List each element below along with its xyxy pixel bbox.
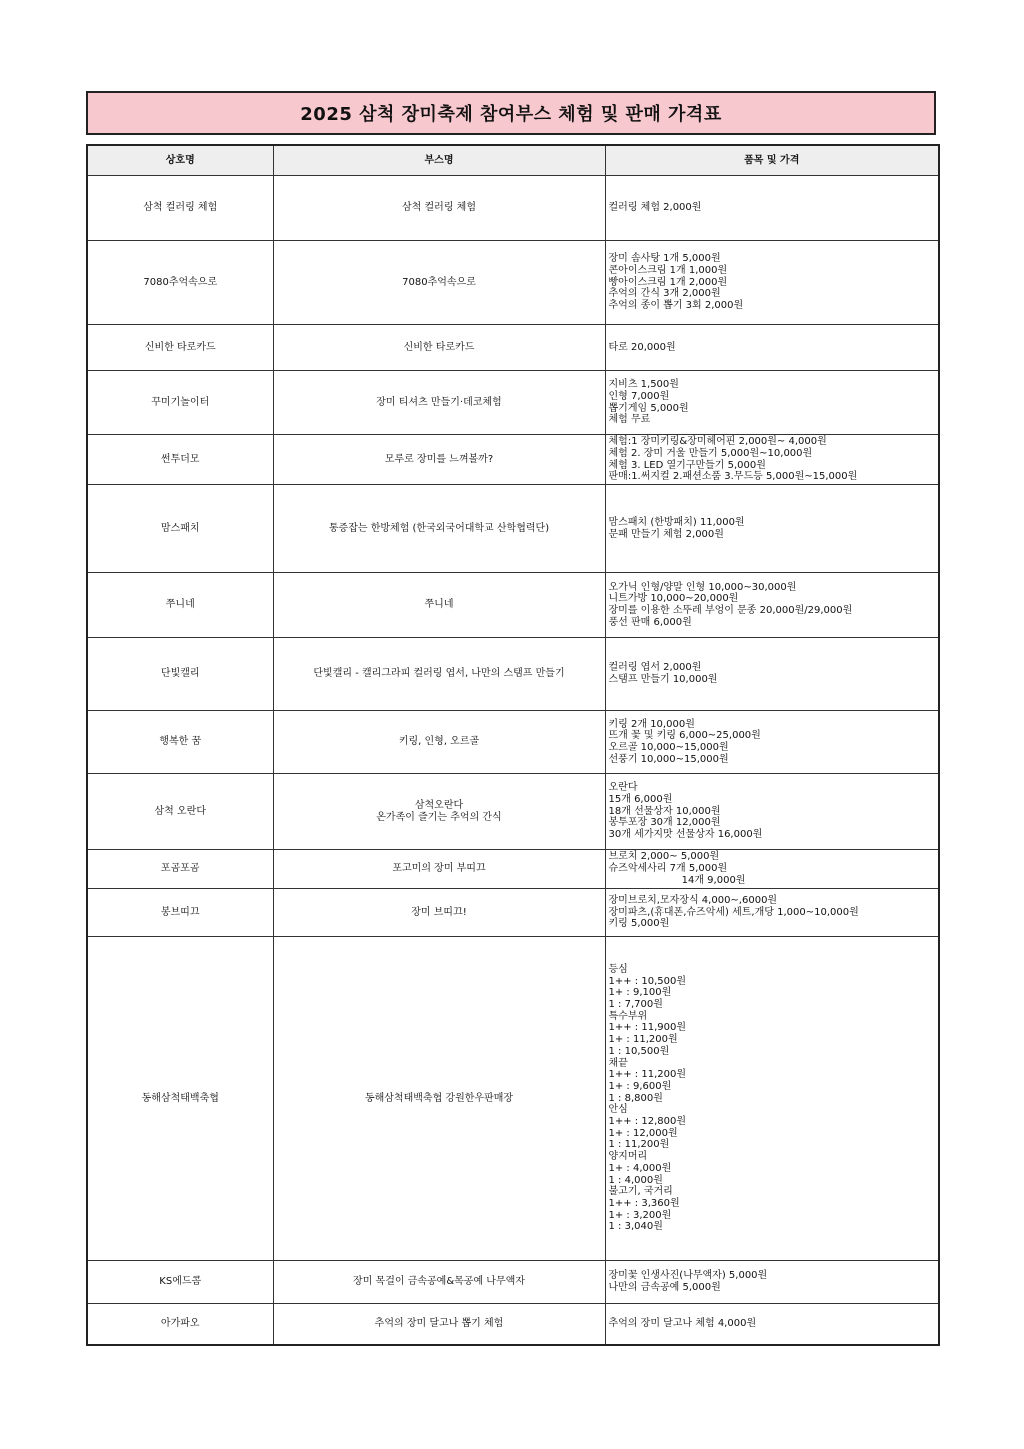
shop-name-cell: 삼척 컬러링 체험: [87, 176, 273, 241]
table-row: [87, 1304, 939, 1345]
items-cell: 체험:1 장미키링&장미헤어핀 2,000원~ 4,000원 체험 2. 장미 거울 만들기 5,000원~10,000원 체험 3. LED 열기구만들기 5,000원 판매:1.써지컬 2.패션소품 3.무드등 5,000원~15,000원: [605, 435, 939, 485]
booth-name-cell: 동해삼척태백축협 강원한우판매장: [273, 937, 605, 1261]
shop-name-cell: 삼척 오란다: [87, 774, 273, 850]
table-row: [87, 889, 939, 937]
shop-name-cell: 쭈니네: [87, 573, 273, 638]
booth-name-cell: 7080추억속으로: [273, 241, 605, 325]
items-cell: 등심 1++ : 10,500원 1+ : 9,100원 1 : 7,700원 특수부위 1++ : 11,900원 1+ : 11,200원 1 : 10,500원 채끝 1++ : 11,200원 1+ : 9,600원 1 : 8,800원 안심 1++ : 12,800원 1+ : 12,000원 1 : 11,200원 양지머리 1+ : 4,000원 1 : 4,000원 불고기, 국거리 1++ : 3,360원 1+ : 3,200원 1 : 3,040원: [605, 937, 939, 1261]
shop-name-cell: 꾸미기놀이터: [87, 371, 273, 435]
booth-name-cell: 장미 티셔츠 만들기·데코체험: [273, 371, 605, 435]
items-cell: 추억의 장미 달고나 체험 4,000원: [605, 1304, 939, 1345]
booth-name-cell: 모루로 장미를 느껴볼까?: [273, 435, 605, 485]
booth-name-cell: 쭈니네: [273, 573, 605, 638]
shop-name-cell: 아가파오: [87, 1304, 273, 1345]
table-row: [87, 241, 939, 325]
booth-name-cell: 장미 목걸이 금속공예&목공예 나무액자: [273, 1261, 605, 1304]
booth-name-cell: 삼척오란다 온가족이 즐기는 추억의 간식: [273, 774, 605, 850]
shop-name-cell: 7080추억속으로: [87, 241, 273, 325]
items-cell: 장미 솜사탕 1개 5,000원 콘아이스크림 1개 1,000원 빵아이스크림 1개 2,000원 추억의 간식 3개 2,000원 추억의 종이 뽑기 3회 2,000원: [605, 241, 939, 325]
booth-name-cell: 키링, 인형, 오르골: [273, 711, 605, 774]
header-booth-name: 부스명: [273, 145, 605, 176]
header-items-prices: 품목 및 가격: [605, 145, 939, 176]
items-cell: 컬러링 체험 2,000원: [605, 176, 939, 241]
table-row: [87, 711, 939, 774]
items-cell: 장미브로치,모자장식 4,000~,6000원 장미파츠,(휴대폰,슈즈악세) 세트,개당 1,000~10,000원 키링 5,000원: [605, 889, 939, 937]
shop-name-cell: 행복한 꿈: [87, 711, 273, 774]
booth-name-cell: 포고미의 장미 부띠끄: [273, 850, 605, 889]
table-row: [87, 371, 939, 435]
price-table: [86, 144, 940, 1346]
booth-name-cell: 단빛캘리 - 캘리그라피 컬러링 엽서, 나만의 스탬프 만들기: [273, 638, 605, 711]
items-cell: 오란다 15개 6,000원 18개 선물상자 10,000원 봉투포장 30개 12,000원 30개 세가지맛 선물상자 16,000원: [605, 774, 939, 850]
shop-name-cell: 동해삼척태백축협: [87, 937, 273, 1261]
booth-name-cell: 신비한 타로카드: [273, 325, 605, 371]
table-row: [87, 774, 939, 850]
shop-name-cell: 포곰포곰: [87, 850, 273, 889]
shop-name-cell: KS에드콤: [87, 1261, 273, 1304]
page-title: 2025 삼척 장미축제 참여부스 체험 및 판매 가격표: [300, 104, 722, 125]
table-row: [87, 485, 939, 573]
booth-name-cell: 추억의 장미 달고나 뽑기 체험: [273, 1304, 605, 1345]
booth-name-cell: 장미 브띠끄!: [273, 889, 605, 937]
table-row: [87, 573, 939, 638]
items-cell: 맘스패치 (한방패치) 11,000원 문패 만들기 체험 2,000원: [605, 485, 939, 573]
table-row: [87, 638, 939, 711]
title-banner: [86, 91, 936, 135]
table-row: [87, 435, 939, 485]
header-shop-name: 상호명: [87, 145, 273, 176]
shop-name-cell: 단빛캘리: [87, 638, 273, 711]
table-row: [87, 937, 939, 1261]
booth-name-cell: 삼척 컬러링 체험: [273, 176, 605, 241]
shop-name-cell: 봉브띠끄: [87, 889, 273, 937]
items-cell: 장미꽃 인생사진(나무액자) 5,000원 나만의 금속공예 5,000원: [605, 1261, 939, 1304]
shop-name-cell: 신비한 타로카드: [87, 325, 273, 371]
shop-name-cell: 썬투더모: [87, 435, 273, 485]
items-cell: 컬러링 엽서 2,000원 스탬프 만들기 10,000원: [605, 638, 939, 711]
items-cell: 지비츠 1,500원 인형 7,000원 뽑기게임 5,000원 체험 무료: [605, 371, 939, 435]
items-cell: 브로치 2,000~ 5,000원 슈즈악세사리 7개 5,000원 14개 9,000원: [605, 850, 939, 889]
items-cell: 키링 2개 10,000원 뜨개 꽃 및 키링 6,000~25,000원 오르골 10,000~15,000원 선풍기 10,000~15,000원: [605, 711, 939, 774]
table-row: [87, 1261, 939, 1304]
table-header-row: [87, 145, 939, 176]
table-row: [87, 850, 939, 889]
shop-name-cell: 맘스패치: [87, 485, 273, 573]
booth-name-cell: 통증잡는 한방체험 (한국외국어대학교 산학협력단): [273, 485, 605, 573]
table-row: [87, 176, 939, 241]
items-cell: 타로 20,000원: [605, 325, 939, 371]
table-row: [87, 325, 939, 371]
items-cell: 오가닉 인형/양말 인형 10,000~30,000원 니트가방 10,000~20,000원 장미를 이용한 소뚜레 부엉이 문종 20,000원/29,000원 풍선 판매 6,000원: [605, 573, 939, 638]
